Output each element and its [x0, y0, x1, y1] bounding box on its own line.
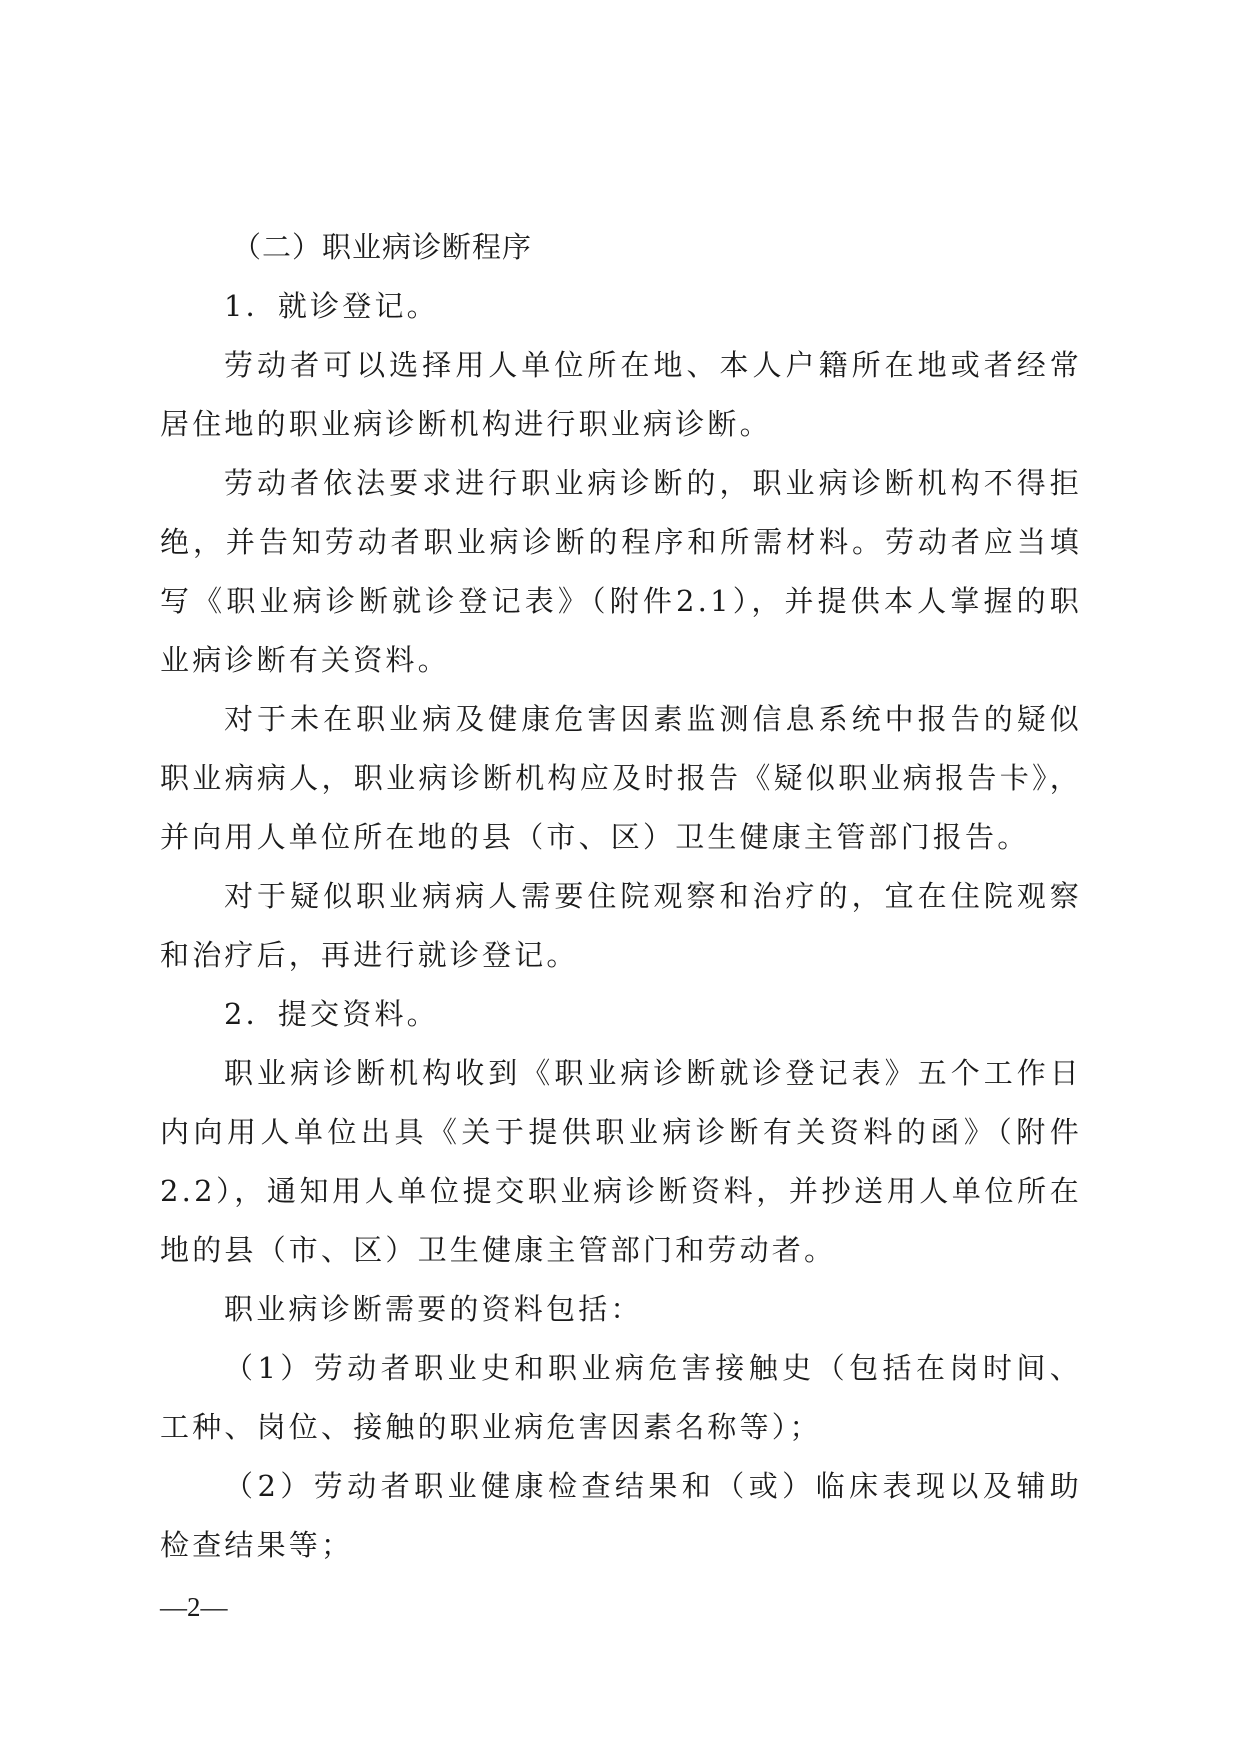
step-1-title: 1．就诊登记。 — [224, 289, 439, 323]
section-heading: （二）职业病诊断程序 — [232, 230, 533, 264]
page-number: —2— — [160, 1592, 228, 1622]
paragraph-report: 对于未在职业病及健康危害因素监测信息系统中报告的疑似职业病病人，职业病诊断机构应及时报告《疑似职业病报告卡》，并向用人单位所在地的县（市、区）卫生健康主管部门报告。 — [160, 702, 1082, 854]
paragraph-materials-intro: 职业病诊断需要的资料包括： — [224, 1292, 643, 1326]
document-body — [160, 218, 1082, 1575]
paragraph-hospitalization: 对于疑似职业病病人需要住院观察和治疗的，宜在住院观察和治疗后，再进行就诊登记。 — [160, 879, 1082, 972]
paragraph-submit-materials: 职业病诊断机构收到《职业病诊断就诊登记表》五个工作日内向用人单位出具《关于提供职业病诊断有关资料的函》（附件2.2），通知用人单位提交职业病诊断资料，并抄送用人单位所在地的县（市、区）卫生健康主管部门和劳动者。 — [160, 1056, 1082, 1267]
paragraph-registration: 劳动者依法要求进行职业病诊断的，职业病诊断机构不得拒绝，并告知劳动者职业病诊断的程序和所需材料。劳动者应当填写《职业病诊断就诊登记表》（附件2.1），并提供本人掌握的职业病诊断有关资料。 — [160, 466, 1082, 677]
list-item-2: （2）劳动者职业健康检查结果和（或）临床表现以及辅助检查结果等； — [160, 1469, 1082, 1562]
paragraph-residence: 劳动者可以选择用人单位所在地、本人户籍所在地或者经常居住地的职业病诊断机构进行职业病诊断。 — [160, 348, 1082, 441]
list-item-1: （1）劳动者职业史和职业病危害接触史（包括在岗时间、工种、岗位、接触的职业病危害因素名称等）； — [160, 1351, 1082, 1444]
step-2-title: 2．提交资料。 — [224, 997, 439, 1031]
